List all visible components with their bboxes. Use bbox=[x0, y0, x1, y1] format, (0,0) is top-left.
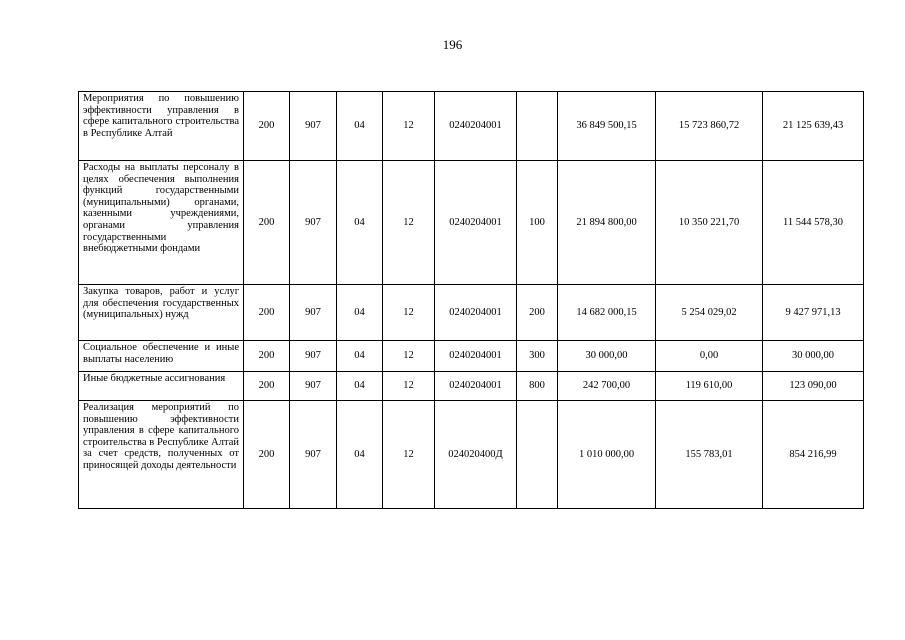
amount-cell-2: 15 723 860,72 bbox=[656, 92, 763, 161]
target-article-cell: 024020400Д bbox=[435, 401, 517, 509]
subsection-cell: 12 bbox=[383, 285, 435, 341]
expense-type-cell: 800 bbox=[517, 372, 558, 401]
code-cell: 200 bbox=[244, 161, 290, 285]
table-row bbox=[79, 372, 864, 401]
page-number: 196 bbox=[442, 37, 463, 52]
ministry-code-cell: 907 bbox=[290, 161, 337, 285]
amount-cell-1: 1 010 000,00 bbox=[558, 401, 656, 509]
row-name-cell: Социальное обеспечение и иные выплаты населению bbox=[79, 341, 244, 372]
subsection-cell: 12 bbox=[383, 341, 435, 372]
row-name-cell: Реализация мероприятий по повышению эффективности управления в сфере капитального строительства в Республике Алтай за счет средств, полученных от приносящей доходы деятельности bbox=[79, 401, 244, 509]
table-row bbox=[79, 92, 864, 161]
target-article-cell: 0240204001 bbox=[435, 341, 517, 372]
target-article-cell: 0240204001 bbox=[435, 92, 517, 161]
section-cell: 04 bbox=[337, 92, 383, 161]
amount-cell-2: 10 350 221,70 bbox=[656, 161, 763, 285]
target-article-cell: 0240204001 bbox=[435, 161, 517, 285]
ministry-code-cell: 907 bbox=[290, 341, 337, 372]
ministry-code-cell: 907 bbox=[290, 285, 337, 341]
ministry-code-cell: 907 bbox=[290, 92, 337, 161]
amount-cell-2: 119 610,00 bbox=[656, 372, 763, 401]
subsection-cell: 12 bbox=[383, 161, 435, 285]
amount-cell-2: 0,00 bbox=[656, 341, 763, 372]
expense-type-cell: 100 bbox=[517, 161, 558, 285]
subsection-cell: 12 bbox=[383, 401, 435, 509]
section-cell: 04 bbox=[337, 372, 383, 401]
target-article-cell: 0240204001 bbox=[435, 285, 517, 341]
amount-cell-1: 36 849 500,15 bbox=[558, 92, 656, 161]
table-row bbox=[79, 341, 864, 372]
budget-table bbox=[78, 91, 864, 509]
amount-cell-1: 14 682 000,15 bbox=[558, 285, 656, 341]
subsection-cell: 12 bbox=[383, 92, 435, 161]
subsection-cell: 12 bbox=[383, 372, 435, 401]
ministry-code-cell: 907 bbox=[290, 372, 337, 401]
expense-type-cell: 300 bbox=[517, 341, 558, 372]
code-cell: 200 bbox=[244, 341, 290, 372]
expense-type-cell bbox=[517, 92, 558, 161]
row-name-cell: Расходы на выплаты персоналу в целях обеспечения выполнения функций государственными (муниципальными) органами, казенными учреждениями, органами управления государственными внебюджетными фондами bbox=[79, 161, 244, 285]
amount-cell-3: 21 125 639,43 bbox=[763, 92, 864, 161]
amount-cell-2: 5 254 029,02 bbox=[656, 285, 763, 341]
section-cell: 04 bbox=[337, 341, 383, 372]
section-cell: 04 bbox=[337, 161, 383, 285]
amount-cell-3: 30 000,00 bbox=[763, 341, 864, 372]
amount-cell-1: 30 000,00 bbox=[558, 341, 656, 372]
table-row bbox=[79, 285, 864, 341]
section-cell: 04 bbox=[337, 401, 383, 509]
amount-cell-3: 11 544 578,30 bbox=[763, 161, 864, 285]
table-row bbox=[79, 161, 864, 285]
amount-cell-3: 123 090,00 bbox=[763, 372, 864, 401]
target-article-cell: 0240204001 bbox=[435, 372, 517, 401]
ministry-code-cell: 907 bbox=[290, 401, 337, 509]
code-cell: 200 bbox=[244, 285, 290, 341]
table-row bbox=[79, 401, 864, 509]
amount-cell-1: 21 894 800,00 bbox=[558, 161, 656, 285]
amount-cell-3: 9 427 971,13 bbox=[763, 285, 864, 341]
amount-cell-2: 155 783,01 bbox=[656, 401, 763, 509]
amount-cell-3: 854 216,99 bbox=[763, 401, 864, 509]
code-cell: 200 bbox=[244, 92, 290, 161]
row-name-cell: Мероприятия по повышению эффективности управления в сфере капитального строительства в Республике Алтай bbox=[79, 92, 244, 161]
expense-type-cell bbox=[517, 401, 558, 509]
code-cell: 200 bbox=[244, 401, 290, 509]
code-cell: 200 bbox=[244, 372, 290, 401]
row-name-cell: Закупка товаров, работ и услуг для обеспечения государственных (муниципальных) нужд bbox=[79, 285, 244, 341]
row-name-cell: Иные бюджетные ассигнования bbox=[79, 372, 244, 401]
section-cell: 04 bbox=[337, 285, 383, 341]
amount-cell-1: 242 700,00 bbox=[558, 372, 656, 401]
expense-type-cell: 200 bbox=[517, 285, 558, 341]
